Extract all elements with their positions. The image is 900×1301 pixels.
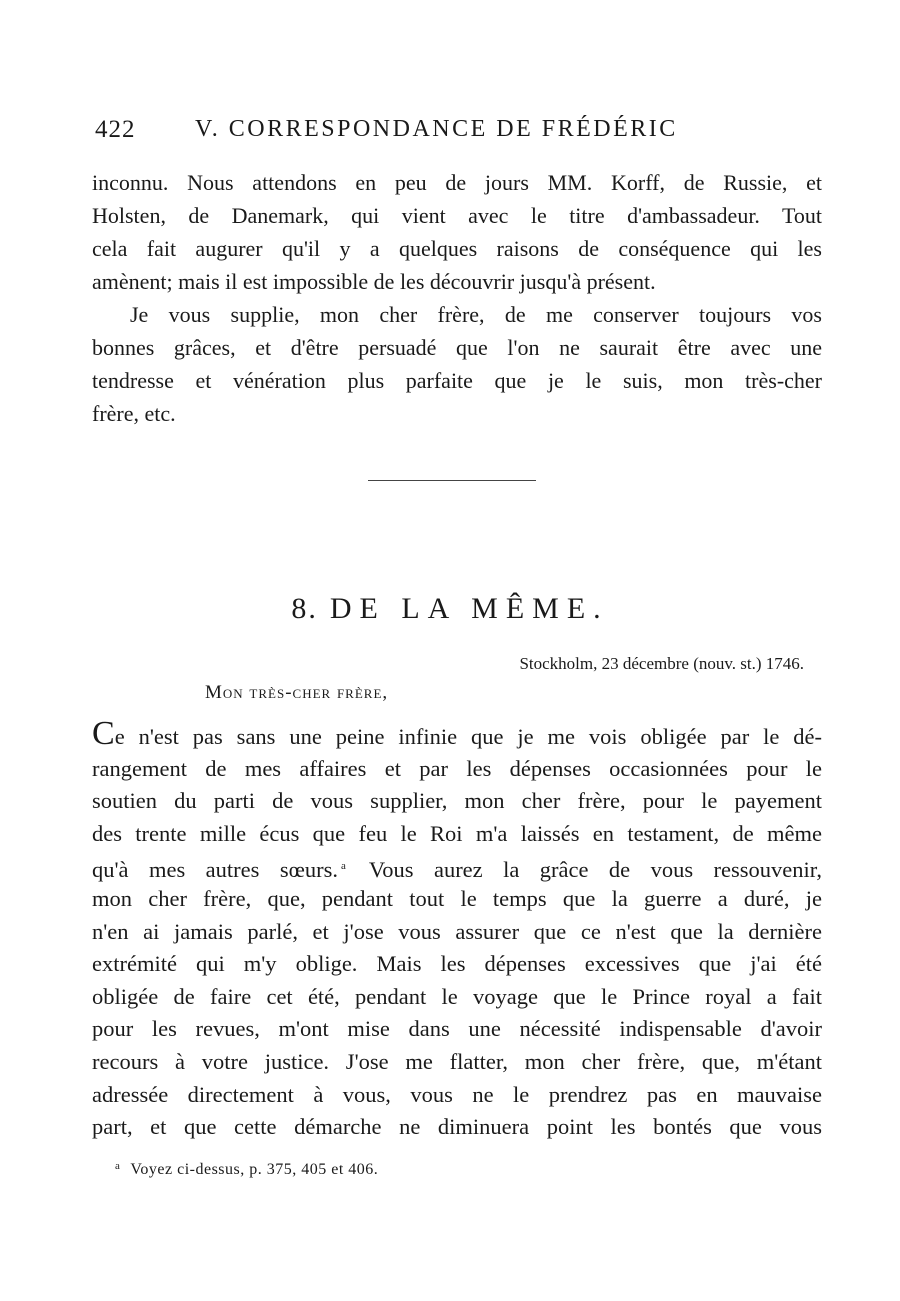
text-line: pour les revues, m'ont mise dans une nécessité indispensable d'avoir (92, 1016, 822, 1042)
footnote-mark: a (115, 1160, 121, 1172)
text-line: tendresse et vénération plus parfaite que je le suis, mon très-cher (92, 368, 822, 393)
text-line: recours à votre justice. J'ose me flatter, mon cher frère, que, m'étant (92, 1048, 822, 1074)
text-line: cela fait augurer qu'il y a quelques raisons de conséquence qui les (92, 236, 822, 261)
text-line: frère, etc. (92, 401, 176, 426)
letter-heading (0, 592, 900, 626)
line-start: qu'à mes autres sœurs. (92, 857, 338, 883)
running-head (95, 116, 825, 152)
footnote (115, 1160, 378, 1179)
running-title: V. CORRESPONDANCE DE FRÉDÉRIC (195, 116, 678, 142)
text-line-with-note (92, 850, 822, 883)
letter-body (92, 715, 823, 1144)
text-line: part, et que cette démarche ne diminuera point les bontés que vous (92, 1114, 822, 1140)
letter-title: DE LA MÊME. (329, 592, 609, 625)
drop-cap: C (92, 715, 115, 752)
dateline: Stockholm, 23 décembre (nouv. st.) 1746. (519, 654, 804, 673)
text-line: rangement de mes affaires et par les dépenses occasionnées pour le (92, 755, 822, 781)
page-number: 422 (95, 116, 136, 143)
footnote-text: Voyez ci-dessus, p. 375, 405 et 406. (130, 1161, 379, 1178)
section-divider (368, 480, 536, 481)
text-line: n'en ai jamais parlé, et j'ose vous assurer que ce n'est que la dernière (92, 918, 822, 944)
text-line: bonnes grâces, et d'être persuadé que l'on ne saurait être avec une (92, 335, 822, 360)
text-line: Je vous supplie, mon cher frère, de me conserver toujours vos (130, 302, 822, 327)
letter-number: 8. (291, 592, 318, 625)
text-line: mon cher frère, que, pendant tout le temps que la guerre a duré, je (92, 885, 822, 911)
text-line: inconnu. Nous attendons en peu de jours MM. Korff, de Russie, et (92, 170, 822, 195)
salutation: Mon très-cher frère, (205, 682, 389, 703)
text-line: soutien du parti de vous supplier, mon cher frère, pour le payement (92, 788, 822, 814)
text-line: adressée directement à vous, vous ne le prendrez pas en mauvaise (92, 1081, 822, 1107)
text-line: des trente mille écus que feu le Roi m'a laissés en testament, de même (92, 820, 822, 846)
text-line: amènent; mais il est impossible de les découvrir jusqu'à présent. (92, 269, 656, 294)
line-end: Vous aurez la grâce de vous ressouvenir, (368, 857, 823, 883)
section-continuation (92, 166, 822, 430)
text-line: extrémité qui m'y oblige. Mais les dépenses excessives que j'ai été (92, 951, 822, 977)
footnote-reference[interactable]: a (340, 860, 346, 873)
text-line: Holsten, de Danemark, qui vient avec le titre d'ambassadeur. Tout (92, 203, 822, 228)
first-line-text: e n'est pas sans une peine infinie que je me vois obligée par le dé- (114, 724, 822, 749)
text-line: obligée de faire cet été, pendant le voyage que le Prince royal a fait (92, 983, 822, 1009)
first-line (92, 715, 822, 753)
